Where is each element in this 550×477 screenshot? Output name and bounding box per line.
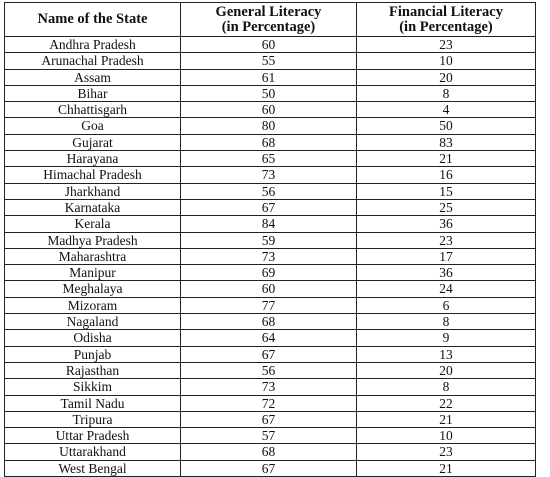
state-cell: Rajasthan [5, 362, 181, 378]
financial-literacy-cell: 8 [357, 379, 536, 395]
general-literacy-cell: 67 [181, 346, 357, 362]
general-literacy-cell: 64 [181, 330, 357, 346]
financial-literacy-cell: 23 [357, 444, 536, 460]
state-cell: Himachal Pradesh [5, 167, 181, 183]
state-cell: Jharkhand [5, 183, 181, 199]
financial-literacy-cell: 10 [357, 53, 536, 69]
general-literacy-cell: 61 [181, 69, 357, 85]
table-row [5, 411, 536, 427]
table-row [5, 265, 536, 281]
financial-literacy-cell: 20 [357, 362, 536, 378]
general-literacy-cell: 60 [181, 102, 357, 118]
general-literacy-cell: 68 [181, 134, 357, 150]
table-row [5, 460, 536, 476]
financial-literacy-cell: 22 [357, 395, 536, 411]
general-literacy-cell: 56 [181, 362, 357, 378]
general-literacy-cell: 67 [181, 411, 357, 427]
financial-literacy-cell: 36 [357, 216, 536, 232]
general-literacy-cell: 68 [181, 314, 357, 330]
state-cell: Andhra Pradesh [5, 37, 181, 53]
financial-literacy-cell: 21 [357, 411, 536, 427]
general-literacy-cell: 65 [181, 151, 357, 167]
state-cell: Uttar Pradesh [5, 428, 181, 444]
state-cell: Karnataka [5, 199, 181, 215]
state-cell: Tamil Nadu [5, 395, 181, 411]
general-literacy-cell: 59 [181, 232, 357, 248]
general-literacy-cell: 60 [181, 281, 357, 297]
table-row [5, 85, 536, 101]
table-row [5, 167, 536, 183]
state-cell: Mizoram [5, 297, 181, 313]
table-row [5, 346, 536, 362]
header-general-literacy [181, 3, 357, 37]
table-row [5, 248, 536, 264]
table-row [5, 444, 536, 460]
table-row [5, 102, 536, 118]
state-cell: Sikkim [5, 379, 181, 395]
financial-literacy-cell: 13 [357, 346, 536, 362]
state-cell: Punjab [5, 346, 181, 362]
table-row [5, 183, 536, 199]
financial-literacy-cell: 6 [357, 297, 536, 313]
state-cell: Harayana [5, 151, 181, 167]
state-cell: West Bengal [5, 460, 181, 476]
general-literacy-cell: 73 [181, 248, 357, 264]
header-state [5, 3, 181, 37]
financial-literacy-cell: 25 [357, 199, 536, 215]
table-row [5, 428, 536, 444]
state-cell: Kerala [5, 216, 181, 232]
literacy-table [4, 2, 536, 477]
state-cell: Chhattisgarh [5, 102, 181, 118]
table-row [5, 395, 536, 411]
state-cell: Maharashtra [5, 248, 181, 264]
general-literacy-cell: 80 [181, 118, 357, 134]
table-row [5, 362, 536, 378]
financial-literacy-cell: 24 [357, 281, 536, 297]
general-literacy-cell: 68 [181, 444, 357, 460]
financial-literacy-cell: 50 [357, 118, 536, 134]
table-row [5, 69, 536, 85]
financial-literacy-cell: 17 [357, 248, 536, 264]
state-cell: Manipur [5, 265, 181, 281]
financial-literacy-cell: 23 [357, 232, 536, 248]
general-literacy-cell: 72 [181, 395, 357, 411]
financial-literacy-cell: 8 [357, 85, 536, 101]
financial-literacy-cell: 8 [357, 314, 536, 330]
table-header [5, 3, 536, 37]
table-row [5, 134, 536, 150]
header-financial-line1: Financial Literacy [389, 3, 503, 20]
table-row [5, 216, 536, 232]
financial-literacy-cell: 36 [357, 265, 536, 281]
general-literacy-cell: 60 [181, 37, 357, 53]
general-literacy-cell: 56 [181, 183, 357, 199]
header-row [5, 3, 536, 37]
table-row [5, 118, 536, 134]
state-cell: Uttarakhand [5, 444, 181, 460]
general-literacy-cell: 67 [181, 460, 357, 476]
header-financial-literacy [357, 3, 536, 37]
general-literacy-cell: 55 [181, 53, 357, 69]
financial-literacy-cell: 83 [357, 134, 536, 150]
table-row [5, 37, 536, 53]
state-cell: Meghalaya [5, 281, 181, 297]
state-cell: Nagaland [5, 314, 181, 330]
general-literacy-cell: 69 [181, 265, 357, 281]
financial-literacy-cell: 4 [357, 102, 536, 118]
table-row [5, 281, 536, 297]
state-cell: Madhya Pradesh [5, 232, 181, 248]
general-literacy-cell: 50 [181, 85, 357, 101]
financial-literacy-cell: 16 [357, 167, 536, 183]
state-cell: Bihar [5, 85, 181, 101]
header-financial-line2: (in Percentage) [399, 18, 493, 35]
financial-literacy-cell: 9 [357, 330, 536, 346]
state-cell: Tripura [5, 411, 181, 427]
table-row [5, 199, 536, 215]
table-row [5, 330, 536, 346]
header-general-line1: General Literacy [215, 3, 322, 20]
financial-literacy-cell: 23 [357, 37, 536, 53]
table-row [5, 314, 536, 330]
state-cell: Gujarat [5, 134, 181, 150]
header-state-label: Name of the State [37, 11, 148, 27]
table-row [5, 297, 536, 313]
table-body [5, 37, 536, 477]
financial-literacy-cell: 20 [357, 69, 536, 85]
general-literacy-cell: 77 [181, 297, 357, 313]
financial-literacy-cell: 15 [357, 183, 536, 199]
general-literacy-cell: 67 [181, 199, 357, 215]
table-row [5, 232, 536, 248]
general-literacy-cell: 73 [181, 167, 357, 183]
general-literacy-cell: 84 [181, 216, 357, 232]
financial-literacy-cell: 21 [357, 460, 536, 476]
table-row [5, 379, 536, 395]
financial-literacy-cell: 10 [357, 428, 536, 444]
state-cell: Odisha [5, 330, 181, 346]
table-row [5, 151, 536, 167]
financial-literacy-cell: 21 [357, 151, 536, 167]
state-cell: Assam [5, 69, 181, 85]
header-general-line2: (in Percentage) [221, 18, 316, 35]
state-cell: Goa [5, 118, 181, 134]
table-row [5, 53, 536, 69]
general-literacy-cell: 73 [181, 379, 357, 395]
general-literacy-cell: 57 [181, 428, 357, 444]
state-cell: Arunachal Pradesh [5, 53, 181, 69]
